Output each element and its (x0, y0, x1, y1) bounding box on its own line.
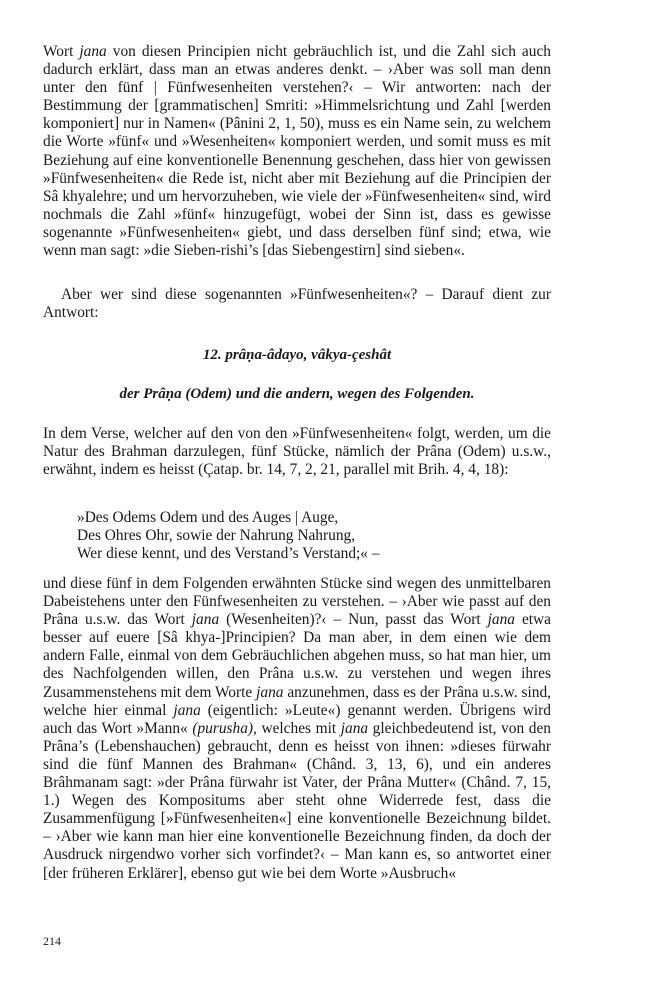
page-number: 214 (43, 934, 61, 948)
text-run: und diese fünf in dem Folgenden erwähnten Stücke sind wegen des unmittelbaren Dabeistehens unter den Fünfwesenheiten zu verstehen. – ›Aber wie passt auf den Prâna u.s.w. das Wort (43, 575, 551, 629)
text-run: welches mit (256, 719, 341, 737)
sutra-translation (43, 385, 551, 403)
sutra-title: 12. prâṇa-âdayo, vâkya-çeshât (202, 347, 392, 363)
text-run: etwa besser auf euere [Sâ khya-]Principien? Da man aber, in dem einen wie dem andern Falle, einmal von dem Gebräuchlichen abgehen muss, so hat man hier, um des Nachfolgenden willen, den Prâna u.s.w. zu verstehen und wegen ihres Zusammenstehens mit dem Worte (43, 611, 552, 701)
sutra-heading (43, 346, 551, 364)
paragraph-text: In dem Verse, welcher auf den von den »Fünfwesenheiten« folgt, werden, um die Natur des Brahman darzulegen, fünf Stücke, nämlich der Prâna (Odem) u.s.w., erwähnt, indem es heisst (Çatap. br. 14, 7, 2, 21, parallel mit Brih. 4, 4, 18): (43, 425, 551, 479)
text-run: anzunehmen, dass es der Prâna u.s.w. sind, welche hier einmal (43, 683, 551, 719)
verse-line: Des Ohres Ohr, sowie der Nahrung Nahrung, (77, 527, 356, 545)
text-run: gleichbedeutend ist, von den Prâna’s (Lebenshauchen) gebraucht, denn es heisst von ihnen: »dieses fürwahr sind die fünf Mannen des Brahman« (Chând. 3, 13, 6), und ein anderes Brâhmanam sagt: »der Prâna fürwahr ist Vater, der Prâna Mutter« (Chând. 7, 15, 1.) Wegen des Kompositums aber steht ohne Widerrede fest, dass die Zusammenfügung [»Fünfwesenheiten«] eine konventionelle Bezeichnung bildet. – ›Aber wie kann man hier eine konventionelle Bezeichnung finden, da doch der Ausdruck nirgendwo vorher sich vorfindet?‹ – Man kann es, so antwortet einer [der früheren Erklärer], ebenso gut wie bei dem Worte »Ausbruch« (43, 719, 551, 882)
verse-line: Wer diese kennt, und des Verstand’s Verstand;« – (77, 545, 380, 563)
verse-quote (43, 509, 551, 563)
italic-term: jana (79, 43, 107, 60)
text-run: (eigentlich: »Leute«) genannt werden. Übrigens wird auch das Wort »Mann« (43, 701, 551, 737)
paragraph-text (43, 43, 551, 260)
italic-term: jana (256, 683, 284, 701)
paragraph-2 (43, 286, 551, 322)
paragraph-4 (43, 575, 551, 883)
paragraph-3 (43, 425, 551, 479)
sutra-translation-text: der Prâṇa (Odem) und die andern, wegen des Folgenden. (119, 386, 475, 402)
verse-lines (43, 509, 551, 563)
text-run: Wort (43, 43, 80, 60)
paragraph-text: Aber wer sind diese sogenannten »Fünfwesenheiten«? – Darauf dient zur Antwort: (43, 286, 551, 322)
text-run: (Wesenheiten)?‹ – Nun, passt das Wort (219, 611, 488, 629)
italic-term: jana (487, 611, 516, 629)
paragraph-text (43, 575, 551, 883)
paragraph-1 (43, 43, 551, 260)
verse-line: »Des Odems Odem und des Auges | Auge, (77, 509, 339, 526)
italic-term: jana (173, 701, 201, 719)
italic-term: jana (191, 611, 220, 629)
italic-term: jana (340, 719, 369, 737)
text-run: von diesen Principien nicht gebräuchlich ist, und die Zahl sich auch dadurch erklärt, dass man an etwas anderes denkt. – ›Aber was soll man denn unter den fünf | Fünfwesenheiten verstehen?‹ – Wir antworten: nach der Bestimmung der [grammatischen] Smriti: »Himmelsrichtung und Zahl [werden komponiert] nur in Namen« (Pânini 2, 1, 50), muss es ein Name sein, zu welchem die Worte »fünf« und »Wesenheiten« komponiert werden, und somit muss es mit Beziehung auf eine konventionelle Benennung geschehen, dass hier von gewissen »Fünfwesenheiten« die Rede ist, nicht aber mit Beziehung auf die Principien der Sâ khyalehre; und um hervorzuheben, wie viele der »Fünfwesenheiten« sind, wird nochmals die Zahl »fünf« hinzugefügt, wobei der Sinn ist, dass es gewisse sogenannte »Fünfwesenheiten« giebt, und dass derselben fünf sind; etwa, wie wenn man sagt: »die Sieben-rishi’s [das Siebengestirn] sind sieben«. (43, 43, 551, 260)
italic-term: (purusha), (192, 719, 257, 737)
